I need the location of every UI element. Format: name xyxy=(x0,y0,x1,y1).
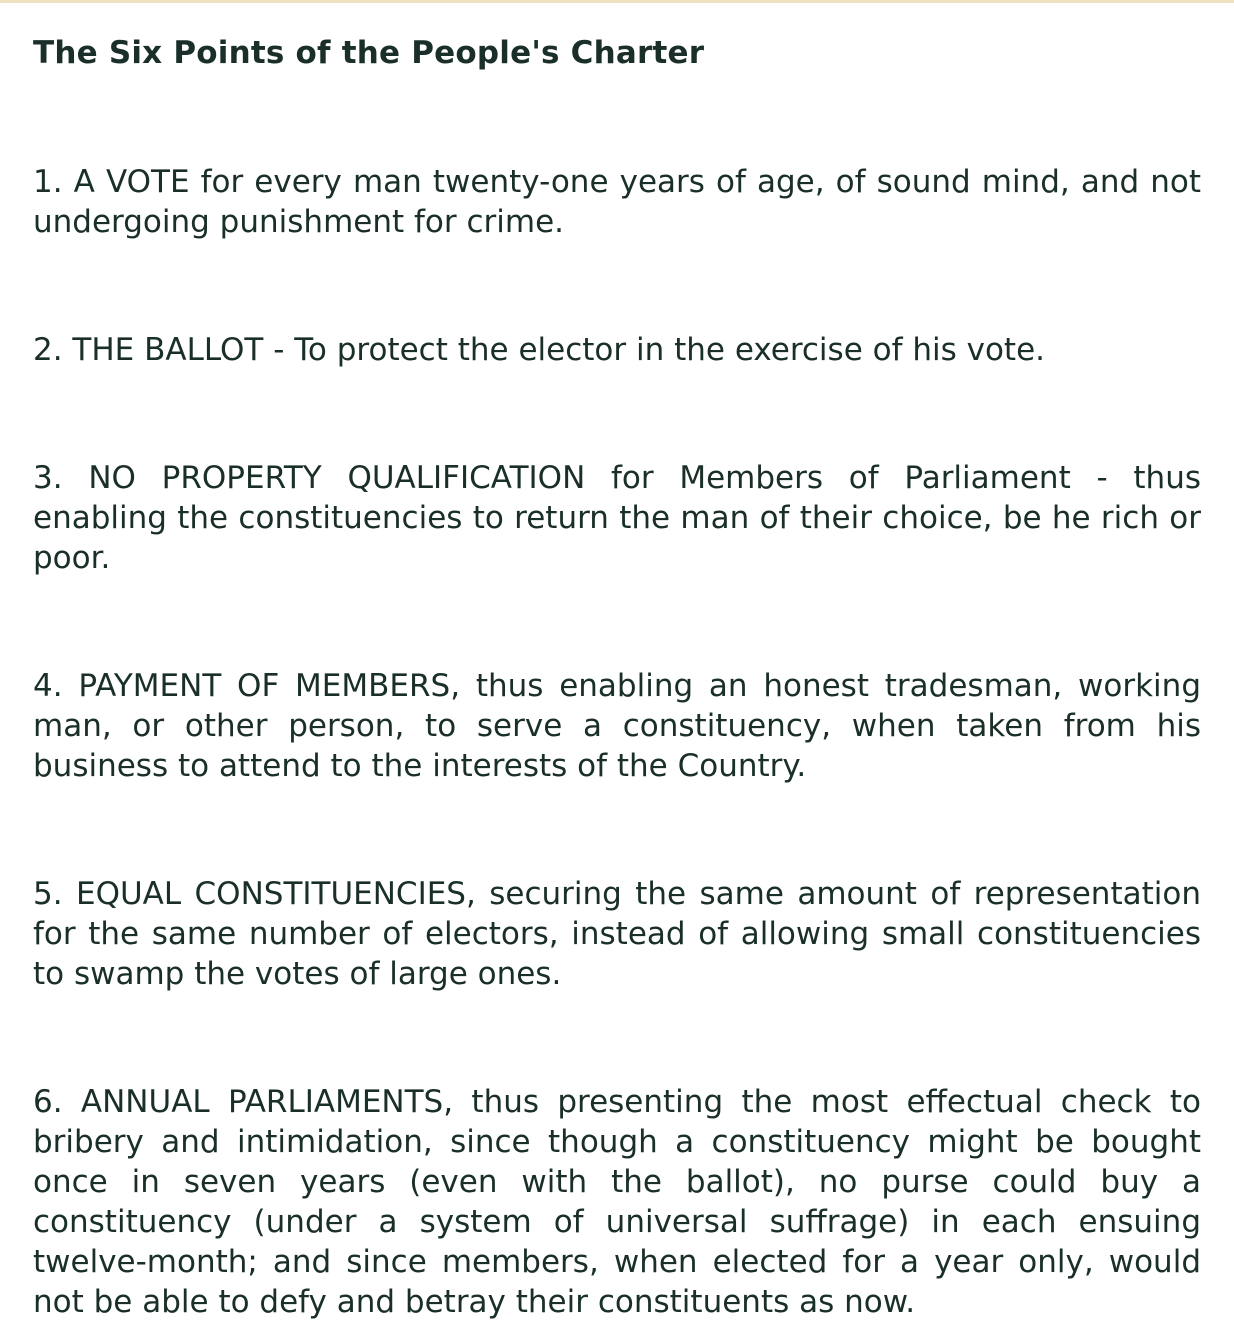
page-title: The Six Points of the People's Charter xyxy=(33,35,705,71)
charter-point-1: 1. A VOTE for every man twenty-one years of age, of sound mind, and not undergoing punishment for crime. xyxy=(33,164,1201,240)
charter-points-list xyxy=(33,162,1201,1322)
top-border xyxy=(0,0,1234,3)
charter-point-2: 2. THE BALLOT - To protect the elector in the exercise of his vote. xyxy=(33,332,1046,368)
charter-point-6: 6. ANNUAL PARLIAMENTS, thus presenting the most effectual check to bribery and intimidation, since though a constituency might be bought once in seven years (even with the ballot), no purse could buy a constituency (under a system of universal suffrage) in each ensuing twelve-month; and since members, when elected for a year only, would not be able to defy and betray their constituents as now. xyxy=(33,1084,1201,1320)
charter-point-5: 5. EQUAL CONSTITUENCIES, securing the same amount of representation for the same number of electors, instead of allowing small constituencies to swamp the votes of large ones. xyxy=(33,876,1201,992)
charter-point-3: 3. NO PROPERTY QUALIFICATION for Members of Parliament - thus enabling the constituencies to return the man of their choice, be he rich or poor. xyxy=(33,460,1201,576)
charter-point-4: 4. PAYMENT OF MEMBERS, thus enabling an honest tradesman, working man, or other person, to serve a constituency, when taken from his business to attend to the interests of the Country. xyxy=(33,668,1201,784)
charter-document xyxy=(33,33,1201,1322)
